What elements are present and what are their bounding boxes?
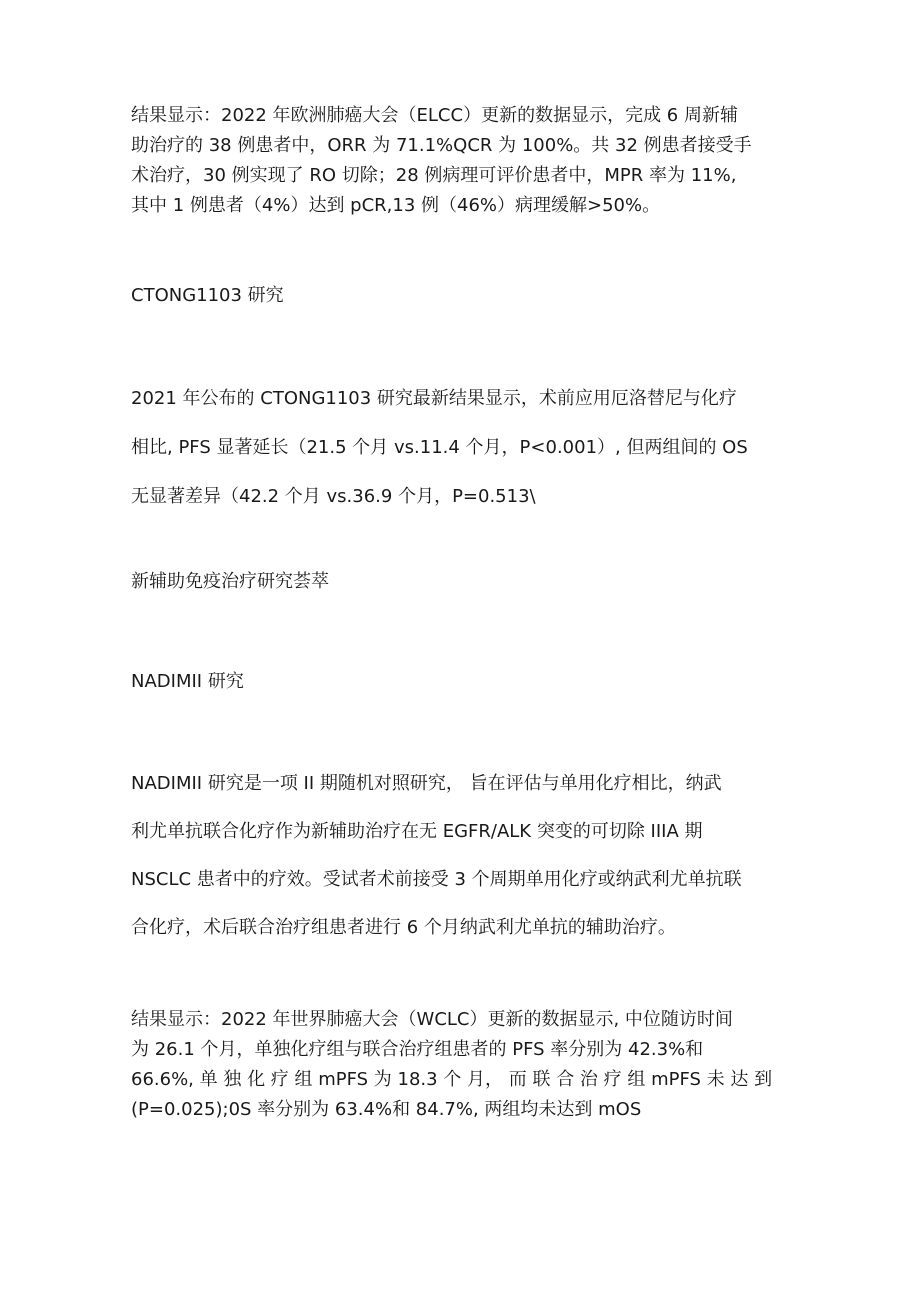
text-line: 助治疗的 38 例患者中，ORR 为 71.1%QCR 为 100%。共 32 例患者接受手 xyxy=(131,135,752,156)
heading-neoadjuvant-immunotherapy: 新辅助免疫治疗研究荟萃 xyxy=(131,571,329,592)
text-line: 2021 年公布的 CTONG1103 研究最新结果显示，术前应用厄洛替尼与化疗 xyxy=(131,388,737,409)
text-line: NADIMII 研究是一项 II 期随机对照研究， 旨在评估与单用化疗相比，纳武 xyxy=(131,773,722,794)
text-line: 合化疗，术后联合治疗组患者进行 6 个月纳武利尤单抗的辅助治疗。 xyxy=(131,917,676,938)
text-line: NSCLC 患者中的疗效。受试者术前接受 3 个周期单用化疗或纳武利尤单抗联 xyxy=(131,869,742,890)
text-line: 结果显示：2022 年世界肺癌大会（WCLC）更新的数据显示, 中位随访时间 xyxy=(131,1009,733,1030)
text-line: 利尤单抗联合化疗作为新辅助治疗在无 EGFR/ALK 突变的可切除 IIIA 期 xyxy=(131,821,703,842)
text-line: 结果显示：2022 年欧洲肺癌大会（ELCC）更新的数据显示，完成 6 周新辅 xyxy=(131,105,738,126)
text-line: 相比, PFS 显著延长（21.5 个月 vs.11.4 个月，P<0.001）, 但两组间的 OS xyxy=(131,437,748,458)
text-line: 为 26.1 个月，单独化疗组与联合治疗组患者的 PFS 率分别为 42.3%和 xyxy=(131,1039,704,1060)
paragraph-ctong1103-results xyxy=(131,374,795,521)
paragraph-wclc-results xyxy=(131,1005,795,1125)
heading-ctong1103: CTONG1103 研究 xyxy=(131,285,284,306)
text-line: 无显著差异（42.2 个月 vs.36.9 个月，P=0.513\ xyxy=(131,486,536,507)
text-line: 其中 1 例患者（4%）达到 pCR,13 例（46%）病理缓解>50%。 xyxy=(131,195,661,216)
text-line: 术治疗，30 例实现了 RO 切除；28 例病理可评价患者中，MPR 率为 11%, xyxy=(131,165,737,186)
text-line: 66.6%, 单 独 化 疗 组 mPFS 为 18.3 个 月， 而 联 合 治 疗 组 mPFS 未 达 到 xyxy=(131,1069,773,1090)
paragraph-nadimii-design xyxy=(131,760,795,952)
heading-nadimii: NADIMII 研究 xyxy=(131,671,244,692)
text-line: (P=0.025);0S 率分别为 63.4%和 84.7%, 两组均未达到 mOS xyxy=(131,1099,642,1120)
paragraph-elcc-results xyxy=(131,101,795,221)
